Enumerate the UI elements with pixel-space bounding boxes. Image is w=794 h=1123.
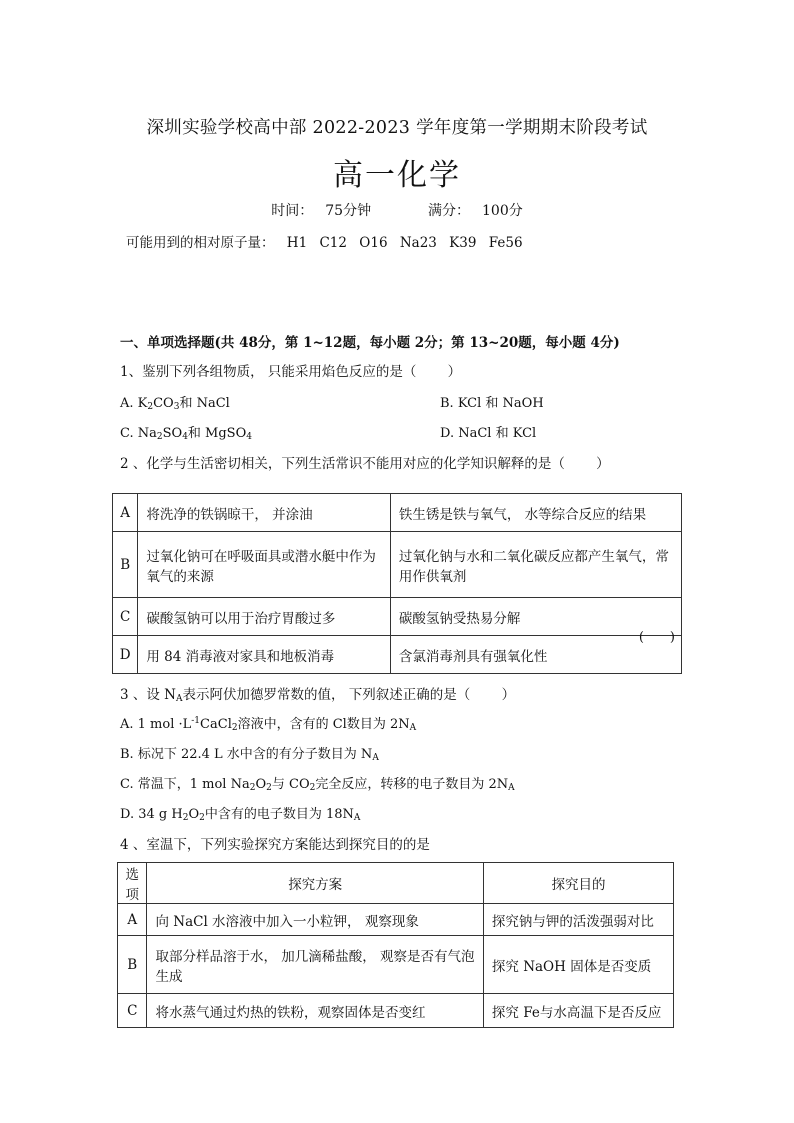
q4-table [117, 862, 674, 1028]
table-row [118, 936, 674, 994]
q3-option-b: B. 标况下 22.4 L 水中含的有分子数目为 $N_A$ [120, 747, 379, 763]
time-label: 时间： [271, 203, 314, 219]
atomic-masses [126, 231, 531, 251]
table-cell: 取部分样品溶于水， 加几滴稀盐酸， 观察是否有气泡生成 [147, 936, 483, 994]
table-row [118, 994, 674, 1028]
mass-item: K39 [449, 235, 477, 251]
table-cell: 将洗净的铁锅晾干， 并涂油 [138, 494, 391, 532]
row-label: B [113, 532, 138, 598]
row-label: C [113, 598, 138, 636]
exam-title: 深圳实验学校高中部 2022-2023 学年度第一学期期末阶段考试 [146, 118, 648, 138]
table-row [113, 494, 682, 532]
table-cell: 过氧化钠可在呼吸面具或潜水艇中作为氧气的来源 [138, 532, 391, 598]
q3-option-a: A. 1 mol $\cdot L^{-1}CaCl_2$溶液中，含有的 Cl数目为 $2N_A$ [120, 716, 417, 733]
column-header: 探究目的 [483, 863, 673, 904]
row-label: B [118, 936, 147, 994]
table-cell: 铁生锈是铁与氧气， 水等综合反应的结果 [390, 494, 681, 532]
q3-option-d: D. 34 g $H_2O_2$中含有的电子数目为 $18N_A$ [120, 807, 361, 823]
table-header-row [118, 863, 674, 904]
q4-stem: 4 、室温下，下列实验探究方案能达到探究目的的是 [120, 837, 430, 853]
table-row [118, 904, 674, 936]
column-header: 探究方案 [147, 863, 483, 904]
mass-item: H1 [286, 235, 308, 251]
mass-item: Na23 [399, 235, 437, 251]
table-cell: 碳酸氢钠受热易分解 [390, 598, 681, 636]
score-value: 100分 [482, 203, 523, 219]
answer-parentheses: ( ) [638, 630, 675, 645]
table-row [113, 532, 682, 598]
answer-text: 含氯消毒剂具有强氧化性 [398, 648, 548, 665]
q1-option-b: B. KCl 和 NaOH [440, 396, 544, 411]
table-cell: 探究 NaOH 固体是否变质 [483, 936, 673, 994]
row-label: A [118, 904, 147, 936]
q3-stem: 3 、设 $N_A$表示阿伏加德罗常数的值， 下列叙述正确的是（ ） [120, 687, 516, 704]
subject-title: 高一化学 [333, 158, 461, 193]
mass-item: C12 [319, 235, 347, 251]
table-cell [390, 630, 681, 674]
mass-item: Fe56 [488, 235, 523, 251]
mass-item: O16 [359, 235, 388, 251]
section-title: 一、单项选择题(共 48分，第 1~12题，每小题 2分；第 13~20题，每小题 4分) [120, 335, 620, 351]
q1-option-d: D. NaCl 和 KCl [440, 426, 537, 441]
table-cell: 过氧化钠与水和二氧化碳反应都产生氧气，常用作供氧剂 [390, 532, 681, 598]
table-cell: 向 NaCl 水溶液中加入一小粒钾， 观察现象 [147, 904, 483, 936]
column-header: 选项 [118, 863, 147, 904]
exam-info [0, 200, 794, 220]
q1-stem: 1、鉴别下列各组物质， 只能采用焰色反应的是（ ） [120, 364, 462, 380]
q2-table [112, 493, 682, 674]
q1-option-c: C. $Na_2SO_4$和 MgSO$_4$ [120, 426, 252, 442]
table-cell: 探究 Fe与水高温下是否反应 [483, 994, 673, 1028]
q3-option-c: C. 常温下，1 mol $Na_2O_2$与 $CO_2$完全反应，转移的电子数目为 $2N_A$ [120, 777, 515, 793]
table-row [113, 636, 682, 674]
row-label: C [118, 994, 147, 1028]
q1-option-a: A. $K_2CO_3$和 NaCl [120, 396, 230, 412]
table-cell: 用 84 消毒液对家具和地板消毒 [138, 636, 391, 674]
time-value: 75分钟 [325, 203, 372, 219]
score-label: 满分： [428, 203, 470, 219]
masses-label: 可能用到的相对原子量： [126, 235, 275, 251]
table-cell: 探究钠与钾的活泼强弱对比 [483, 904, 673, 936]
table-cell: 将水蒸气通过灼热的铁粉，观察固体是否变红 [147, 994, 483, 1028]
q2-stem: 2 、化学与生活密切相关，下列生活常识不能用对应的化学知识解释的是（ ） [120, 456, 610, 472]
row-label: A [113, 494, 138, 532]
row-label: D [113, 636, 138, 674]
table-cell: 碳酸氢钠可以用于治疗胃酸过多 [138, 598, 391, 636]
table-row [113, 598, 682, 636]
